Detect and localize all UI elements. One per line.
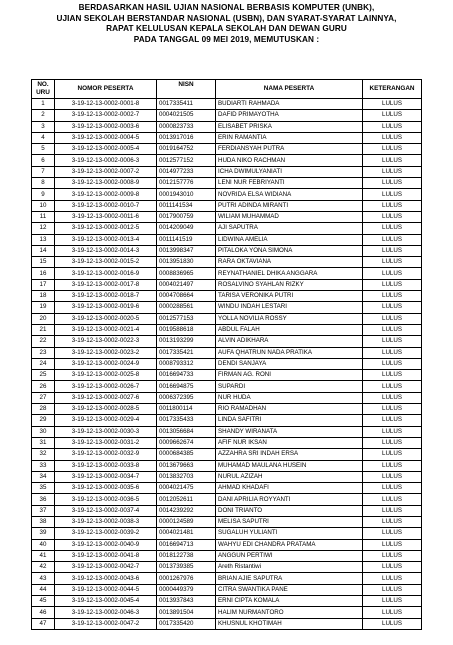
nisn-value: 0016694875 <box>157 381 216 392</box>
nisn-value: 0013998347 <box>157 245 216 256</box>
table-row <box>32 223 422 234</box>
result-status: LULUS <box>363 460 422 471</box>
nisn-value: 0017335411 <box>157 99 216 110</box>
nisn-value: 0006372395 <box>157 392 216 403</box>
table-row <box>32 178 422 189</box>
row-number: 3 <box>32 121 55 132</box>
nisn-value: 0017335420 <box>157 618 216 629</box>
row-number: 20 <box>32 313 55 324</box>
participant-number: 3-19-12-13-0002-0020-5 <box>55 313 157 324</box>
result-status: LULUS <box>363 370 422 381</box>
row-number: 30 <box>32 426 55 437</box>
nisn-value: 0004708664 <box>157 291 216 302</box>
table-row <box>32 279 422 290</box>
row-number: 25 <box>32 370 55 381</box>
row-number: 5 <box>32 144 55 155</box>
table-row <box>32 166 422 177</box>
nisn-value: 0004021481 <box>157 528 216 539</box>
heading-line-2: UJIAN SEKOLAH BERSTANDAR NASIONAL (USBN), DAN SYARAT-SYARAT LAINNYA, <box>56 13 397 23</box>
row-number: 13 <box>32 234 55 245</box>
table-row <box>32 313 422 324</box>
participant-number: 3-19-12-13-0002-0014-3 <box>55 245 157 256</box>
participant-name: ERNI CIPTA KOMALA <box>216 596 363 607</box>
participant-number: 3-19-12-13-0002-0034-7 <box>55 471 157 482</box>
participant-name: Areth Ristantiwi <box>216 562 363 573</box>
participant-number: 3-19-12-13-0002-0027-6 <box>55 392 157 403</box>
participant-name: MUHAMAD MAULANA HUSEIN <box>216 460 363 471</box>
participant-name: AUFA QHATRUN NADA PRATIKA <box>216 347 363 358</box>
result-status: LULUS <box>363 268 422 279</box>
participant-number: 3-19-12-13-0002-0026-7 <box>55 381 157 392</box>
table-row <box>32 358 422 369</box>
row-number: 36 <box>32 494 55 505</box>
participant-number: 3-19-12-13-0002-0006-3 <box>55 155 157 166</box>
table-row <box>32 415 422 426</box>
participant-name: REYNATHANIEL DHIKA ANGGARA <box>216 268 363 279</box>
table-row <box>32 528 422 539</box>
nisn-value: 0012052611 <box>157 494 216 505</box>
result-status: LULUS <box>363 618 422 629</box>
row-number: 14 <box>32 245 55 256</box>
nisn-value: 0004021505 <box>157 110 216 121</box>
nisn-value: 0017900759 <box>157 211 216 222</box>
participant-name: YOLLA NOVILIA ROSSY <box>216 313 363 324</box>
table-row <box>32 347 422 358</box>
participant-number: 3-19-12-13-0002-0045-4 <box>55 596 157 607</box>
participant-name: NUR HUDA <box>216 392 363 403</box>
participant-number: 3-19-12-13-0002-0013-4 <box>55 234 157 245</box>
nisn-value: 0013193299 <box>157 336 216 347</box>
participant-name: SHANDY WIRANATA <box>216 426 363 437</box>
result-status: LULUS <box>363 550 422 561</box>
participant-name: NOVRIDA ELSA WIDIANA <box>216 189 363 200</box>
nisn-value: 0009662674 <box>157 437 216 448</box>
nisn-value: 0012577153 <box>157 313 216 324</box>
table-row <box>32 336 422 347</box>
table-row <box>32 550 422 561</box>
participant-name: AFIF NUR IKSAN <box>216 437 363 448</box>
participant-name: FERDIANSYAH PUTRA <box>216 144 363 155</box>
row-number: 1 <box>32 99 55 110</box>
result-status: LULUS <box>363 257 422 268</box>
result-status: LULUS <box>363 302 422 313</box>
row-number: 34 <box>32 471 55 482</box>
result-status: LULUS <box>363 279 422 290</box>
table-row <box>32 460 422 471</box>
result-status: LULUS <box>363 483 422 494</box>
participant-name: FIRMAN AG. RONI <box>216 370 363 381</box>
participant-number: 3-19-12-13-0002-0022-3 <box>55 336 157 347</box>
participant-name: WILIAM MUHAMMAD <box>216 211 363 222</box>
result-status: LULUS <box>363 291 422 302</box>
participant-number: 3-19-12-13-0002-0021-4 <box>55 324 157 335</box>
column-header-nama-peserta: NAMA PESERTA <box>216 80 363 99</box>
nisn-value: 0013832703 <box>157 471 216 482</box>
result-status: LULUS <box>363 449 422 460</box>
row-number: 26 <box>32 381 55 392</box>
participant-number: 3-19-12-13-0002-0035-6 <box>55 483 157 494</box>
result-status: LULUS <box>363 426 422 437</box>
result-status: LULUS <box>363 121 422 132</box>
participant-name: LENI NUR FEBRIYANTI <box>216 178 363 189</box>
participant-name: LIDWINA AMELIA <box>216 234 363 245</box>
result-status: LULUS <box>363 223 422 234</box>
nisn-value: 0011141519 <box>157 234 216 245</box>
result-status: LULUS <box>363 245 422 256</box>
participant-number: 3-19-12-13-0002-0025-8 <box>55 370 157 381</box>
table-row <box>32 121 422 132</box>
nisn-value: 0019164752 <box>157 144 216 155</box>
nisn-value: 0013917016 <box>157 132 216 143</box>
participant-number: 3-19-12-13-0002-0046-3 <box>55 607 157 618</box>
participant-name: KHUSNUL KHOTIMAH <box>216 618 363 629</box>
result-status: LULUS <box>363 528 422 539</box>
participant-name: ABDUL FALAH <box>216 324 363 335</box>
participant-number: 3-19-12-13-0002-0024-9 <box>55 358 157 369</box>
table-row <box>32 437 422 448</box>
participant-name: SUGALUH YULIANTI <box>216 528 363 539</box>
heading-line-4: PADA TANGGAL 09 MEI 2019, MEMUTUSKAN : <box>133 34 320 44</box>
participant-number: 3-19-12-13-0002-0012-5 <box>55 223 157 234</box>
participant-name: ANGGUN PERTIWI <box>216 550 363 561</box>
table-row <box>32 302 422 313</box>
result-status: LULUS <box>363 144 422 155</box>
nisn-value: 0001943010 <box>157 189 216 200</box>
nisn-value: 0000684385 <box>157 449 216 460</box>
participant-name: MELISA SAPUTRI <box>216 516 363 527</box>
table-row <box>32 211 422 222</box>
row-number: 21 <box>32 324 55 335</box>
nisn-value: 0013891504 <box>157 607 216 618</box>
table-row <box>32 324 422 335</box>
document-heading <box>0 3 453 45</box>
participant-name: RIO RAMADHAN <box>216 404 363 415</box>
participant-name: LINDA SAFITRI <box>216 415 363 426</box>
result-status: LULUS <box>363 358 422 369</box>
participant-number: 3-19-12-13-0002-0019-6 <box>55 302 157 313</box>
row-number: 4 <box>32 132 55 143</box>
result-status: LULUS <box>363 347 422 358</box>
nisn-value: 0014239292 <box>157 505 216 516</box>
nisn-value: 0013951830 <box>157 257 216 268</box>
participant-name: SUPARDI <box>216 381 363 392</box>
row-number: 32 <box>32 449 55 460</box>
nisn-value: 0014977233 <box>157 166 216 177</box>
participant-name: DONI TRIANTO <box>216 505 363 516</box>
row-number: 22 <box>32 336 55 347</box>
table-row <box>32 505 422 516</box>
participant-number: 3-19-12-13-0002-0036-5 <box>55 494 157 505</box>
row-number: 17 <box>32 279 55 290</box>
result-status: LULUS <box>363 381 422 392</box>
row-number: 31 <box>32 437 55 448</box>
result-status: LULUS <box>363 234 422 245</box>
nisn-value: 0008836965 <box>157 268 216 279</box>
row-number: 9 <box>32 189 55 200</box>
participant-name: PITALOKA YONA SIMONA <box>216 245 363 256</box>
participant-name: BUDIARTI RAHMADA <box>216 99 363 110</box>
participant-name: AJI SAPUTRA <box>216 223 363 234</box>
participant-number: 3-19-12-13-0002-0023-2 <box>55 347 157 358</box>
nisn-value: 0016694733 <box>157 370 216 381</box>
result-status: LULUS <box>363 178 422 189</box>
result-status: LULUS <box>363 336 422 347</box>
result-status: LULUS <box>363 392 422 403</box>
participant-name: ELISABET PRISKA <box>216 121 363 132</box>
participant-number: 3-19-12-13-0002-0002-7 <box>55 110 157 121</box>
participant-number: 3-19-12-13-0002-0039-2 <box>55 528 157 539</box>
participant-number: 3-19-12-13-0002-0003-6 <box>55 121 157 132</box>
participant-number: 3-19-12-13-0002-0029-4 <box>55 415 157 426</box>
nisn-value: 0013739385 <box>157 562 216 573</box>
result-status: LULUS <box>363 313 422 324</box>
column-header-keterangan: KETERANGAN <box>363 80 422 99</box>
participant-number: 3-19-12-13-0002-0037-4 <box>55 505 157 516</box>
participant-name: ALVIN ADIKHARA <box>216 336 363 347</box>
row-number: 37 <box>32 505 55 516</box>
row-number: 18 <box>32 291 55 302</box>
table-row <box>32 607 422 618</box>
participant-name: DENDI SANJAYA <box>216 358 363 369</box>
nisn-value: 0004021497 <box>157 279 216 290</box>
row-number: 27 <box>32 392 55 403</box>
nisn-value: 0019588618 <box>157 324 216 335</box>
result-status: LULUS <box>363 584 422 595</box>
participant-number: 3-19-12-13-0002-0010-7 <box>55 200 157 211</box>
nisn-value: 0001267976 <box>157 573 216 584</box>
nisn-value: 0011800114 <box>157 404 216 415</box>
nisn-value: 0018122738 <box>157 550 216 561</box>
nisn-value: 0000823733 <box>157 121 216 132</box>
participant-name: HALIM NURMANTORO <box>216 607 363 618</box>
row-number: 33 <box>32 460 55 471</box>
participant-name: DAFID PRIMAYOTHA <box>216 110 363 121</box>
result-status: LULUS <box>363 494 422 505</box>
table-row <box>32 562 422 573</box>
result-status: LULUS <box>363 562 422 573</box>
table-row <box>32 596 422 607</box>
nisn-value: 0013056684 <box>157 426 216 437</box>
participant-number: 3-19-12-13-0002-0047-2 <box>55 618 157 629</box>
result-status: LULUS <box>363 573 422 584</box>
row-number: 15 <box>32 257 55 268</box>
table-row <box>32 189 422 200</box>
result-status: LULUS <box>363 596 422 607</box>
nisn-value: 0000288561 <box>157 302 216 313</box>
participant-number: 3-19-12-13-0002-0018-7 <box>55 291 157 302</box>
results-table <box>31 79 422 630</box>
row-number: 41 <box>32 550 55 561</box>
table-row <box>32 381 422 392</box>
table-row <box>32 234 422 245</box>
participant-number: 3-19-12-13-0002-0015-2 <box>55 257 157 268</box>
table-row <box>32 245 422 256</box>
nisn-value: 0000449379 <box>157 584 216 595</box>
result-status: LULUS <box>363 189 422 200</box>
participant-number: 3-19-12-13-0002-0044-5 <box>55 584 157 595</box>
participant-name: NURUL AZIZAH <box>216 471 363 482</box>
result-status: LULUS <box>363 415 422 426</box>
result-status: LULUS <box>363 99 422 110</box>
result-status: LULUS <box>363 155 422 166</box>
row-number: 43 <box>32 573 55 584</box>
column-header-nomor-peserta: NOMOR PESERTA <box>55 80 157 99</box>
table-row <box>32 584 422 595</box>
result-status: LULUS <box>363 539 422 550</box>
result-status: LULUS <box>363 404 422 415</box>
table-row <box>32 155 422 166</box>
participant-number: 3-19-12-13-0002-0004-5 <box>55 132 157 143</box>
result-status: LULUS <box>363 211 422 222</box>
row-number: 29 <box>32 415 55 426</box>
result-status: LULUS <box>363 437 422 448</box>
table-row <box>32 404 422 415</box>
table-row <box>32 449 422 460</box>
row-number: 47 <box>32 618 55 629</box>
participant-name: CITRA SWANTIKA PANE <box>216 584 363 595</box>
row-number: 38 <box>32 516 55 527</box>
row-number: 12 <box>32 223 55 234</box>
table-row <box>32 471 422 482</box>
row-number: 16 <box>32 268 55 279</box>
nisn-value: 0011141534 <box>157 200 216 211</box>
nisn-value: 0014209049 <box>157 223 216 234</box>
row-number: 11 <box>32 211 55 222</box>
row-number: 7 <box>32 166 55 177</box>
participant-name: PUTRI ADINDA MIRANTI <box>216 200 363 211</box>
result-status: LULUS <box>363 200 422 211</box>
row-number: 6 <box>32 155 55 166</box>
nisn-value: 0008793312 <box>157 358 216 369</box>
participant-number: 3-19-12-13-0002-0008-9 <box>55 178 157 189</box>
table-row <box>32 291 422 302</box>
nisn-value: 0017335421 <box>157 347 216 358</box>
result-status: LULUS <box>363 166 422 177</box>
participant-name: WAHYU EDI CHANDRA PRATAMA <box>216 539 363 550</box>
result-status: LULUS <box>363 324 422 335</box>
participant-number: 3-19-12-13-0002-0005-4 <box>55 144 157 155</box>
row-number: 19 <box>32 302 55 313</box>
participant-number: 3-19-12-13-0002-0017-8 <box>55 279 157 290</box>
participant-number: 3-19-12-13-0002-0040-9 <box>55 539 157 550</box>
row-number: 42 <box>32 562 55 573</box>
participant-name: RARA OKTAVIANA <box>216 257 363 268</box>
row-number: 39 <box>32 528 55 539</box>
table-row <box>32 370 422 381</box>
participant-number: 3-19-12-13-0002-0001-8 <box>55 99 157 110</box>
row-number: 44 <box>32 584 55 595</box>
column-header-nisn: NISN <box>157 80 216 99</box>
participant-number: 3-19-12-13-0002-0007-2 <box>55 166 157 177</box>
nisn-value: 0012577152 <box>157 155 216 166</box>
nisn-value: 0016694713 <box>157 539 216 550</box>
table-row <box>32 426 422 437</box>
participant-number: 3-19-12-13-0002-0016-9 <box>55 268 157 279</box>
table-row <box>32 618 422 629</box>
participant-name: ICHA DWIMULYANIATI <box>216 166 363 177</box>
result-status: LULUS <box>363 110 422 121</box>
nisn-value: 0000124589 <box>157 516 216 527</box>
heading-line-1: BERDASARKAN HASIL UJIAN NASIONAL BERBASIS KOMPUTER (UNBK), <box>78 3 375 12</box>
table-row <box>32 494 422 505</box>
participant-name: AHMAD KHADAFI <box>216 483 363 494</box>
nisn-value: 0012157776 <box>157 178 216 189</box>
row-number: 45 <box>32 596 55 607</box>
row-number: 35 <box>32 483 55 494</box>
table-row <box>32 392 422 403</box>
heading-line-3: RAPAT KELULUSAN KEPALA SEKOLAH DAN DEWAN GURU <box>106 24 347 34</box>
row-number: 46 <box>32 607 55 618</box>
table-row <box>32 257 422 268</box>
participant-number: 3-19-12-13-0002-0009-8 <box>55 189 157 200</box>
row-number: 23 <box>32 347 55 358</box>
row-number: 2 <box>32 110 55 121</box>
participant-name: WINDU INDAH LESTARI <box>216 302 363 313</box>
nisn-value: 0013937843 <box>157 596 216 607</box>
table-row <box>32 144 422 155</box>
participant-name: BRIAN AJIE SAPUTRA <box>216 573 363 584</box>
result-status: LULUS <box>363 132 422 143</box>
table-row <box>32 483 422 494</box>
result-status: LULUS <box>363 505 422 516</box>
table-header-row <box>32 80 422 99</box>
table-row <box>32 268 422 279</box>
row-number: 8 <box>32 178 55 189</box>
result-status: LULUS <box>363 607 422 618</box>
participant-number: 3-19-12-13-0002-0031-2 <box>55 437 157 448</box>
nisn-value: 0013679663 <box>157 460 216 471</box>
row-number: 28 <box>32 404 55 415</box>
participant-name: ROSALVINO SYAHLAN RIZKY <box>216 279 363 290</box>
participant-number: 3-19-12-13-0002-0038-3 <box>55 516 157 527</box>
participant-number: 3-19-12-13-0002-0033-8 <box>55 460 157 471</box>
participant-name: TARISA VERONIKA PUTRI <box>216 291 363 302</box>
participant-number: 3-19-12-13-0002-0032-9 <box>55 449 157 460</box>
results-table-body <box>32 99 422 630</box>
column-header-no: NO. URU <box>32 80 55 99</box>
participant-number: 3-19-12-13-0002-0043-6 <box>55 573 157 584</box>
table-row <box>32 132 422 143</box>
table-row <box>32 110 422 121</box>
table-row <box>32 539 422 550</box>
table-row <box>32 99 422 110</box>
table-row <box>32 516 422 527</box>
participant-number: 3-19-12-13-0002-0028-5 <box>55 404 157 415</box>
result-status: LULUS <box>363 516 422 527</box>
participant-number: 3-19-12-13-0002-0042-7 <box>55 562 157 573</box>
table-row <box>32 200 422 211</box>
participant-name: ERIN RAMANTIA <box>216 132 363 143</box>
participant-name: DANI APRILIA ROYYANTI <box>216 494 363 505</box>
result-status: LULUS <box>363 471 422 482</box>
nisn-value: 0017335433 <box>157 415 216 426</box>
participant-number: 3-19-12-13-0002-0041-8 <box>55 550 157 561</box>
row-number: 40 <box>32 539 55 550</box>
participant-name: HUDA NIKO RACHMAN <box>216 155 363 166</box>
row-number: 10 <box>32 200 55 211</box>
participant-number: 3-19-12-13-0002-0030-3 <box>55 426 157 437</box>
participant-number: 3-19-12-13-0002-0011-6 <box>55 211 157 222</box>
row-number: 24 <box>32 358 55 369</box>
nisn-value: 0004021475 <box>157 483 216 494</box>
participant-name: AZZAHRA SRI INDAH ERSA <box>216 449 363 460</box>
table-row <box>32 573 422 584</box>
